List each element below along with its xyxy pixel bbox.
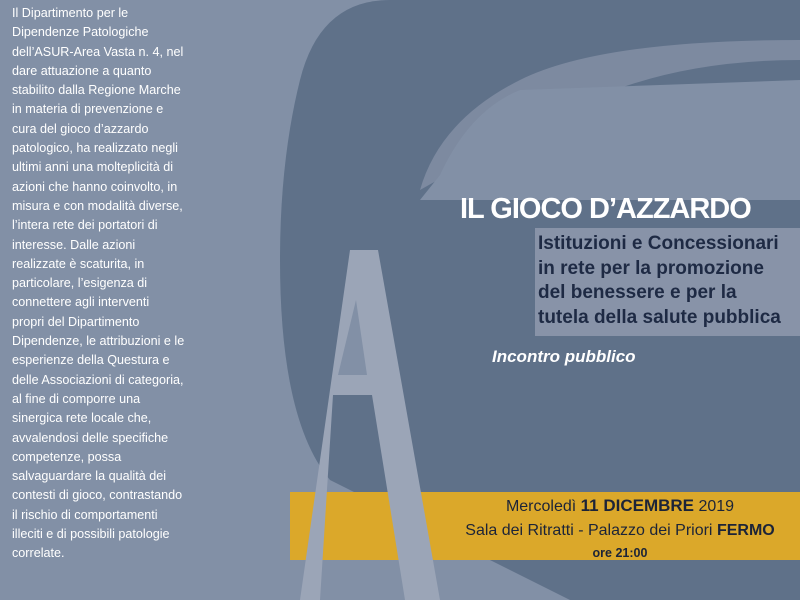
intro-paragraph: Il Dipartimento per le Dipendenze Patologiche dell’ASUR-Area Vasta n. 4, nel dare attuazione a quanto stabilito dalla Regione Marche in materia di prevenzione e cura del gioco d’azzardo patologico, ha realizzato negli ultimi anni una molteplicità di azioni che hanno coinvolto, in misura e con modalità diverse, l’intera rete dei portatori di interesse. Dalle azioni realizzate è scaturita, in particolare, l’esigenza di connettere agli interventi propri del Dipartimento Dipendenze, le attribuzioni e le esperienze della Questura e delle Associazioni di categoria, al fine di comporre una sinergica rete locale che, avvalendosi delle specifiche competenze, possa salvaguardare la qualità dei contesti di gioco, contrastando il rischio di comportamenti illeciti e di possibili patologie correlate.	[12, 6, 185, 561]
event-details	[440, 494, 800, 563]
event-city: FERMO	[716, 522, 775, 539]
event-venue-line	[440, 519, 800, 543]
event-date-line	[440, 494, 800, 519]
page-title: IL GIOCO D’AZZARDO	[460, 193, 751, 225]
event-time: ore 21:00	[592, 546, 648, 560]
event-venue: Sala dei Ritratti - Palazzo dei Priori	[465, 522, 713, 539]
event-date: 11 DICEMBRE	[580, 496, 695, 515]
event-weekday: Mercoledì	[505, 498, 577, 515]
event-type-label: Incontro pubblico	[492, 347, 636, 366]
event-year: 2019	[698, 498, 735, 515]
event-subtitle: Istituzioni e Concessionari in rete per la promozione del benessere e per la tutela della salute pubblica	[538, 233, 781, 328]
